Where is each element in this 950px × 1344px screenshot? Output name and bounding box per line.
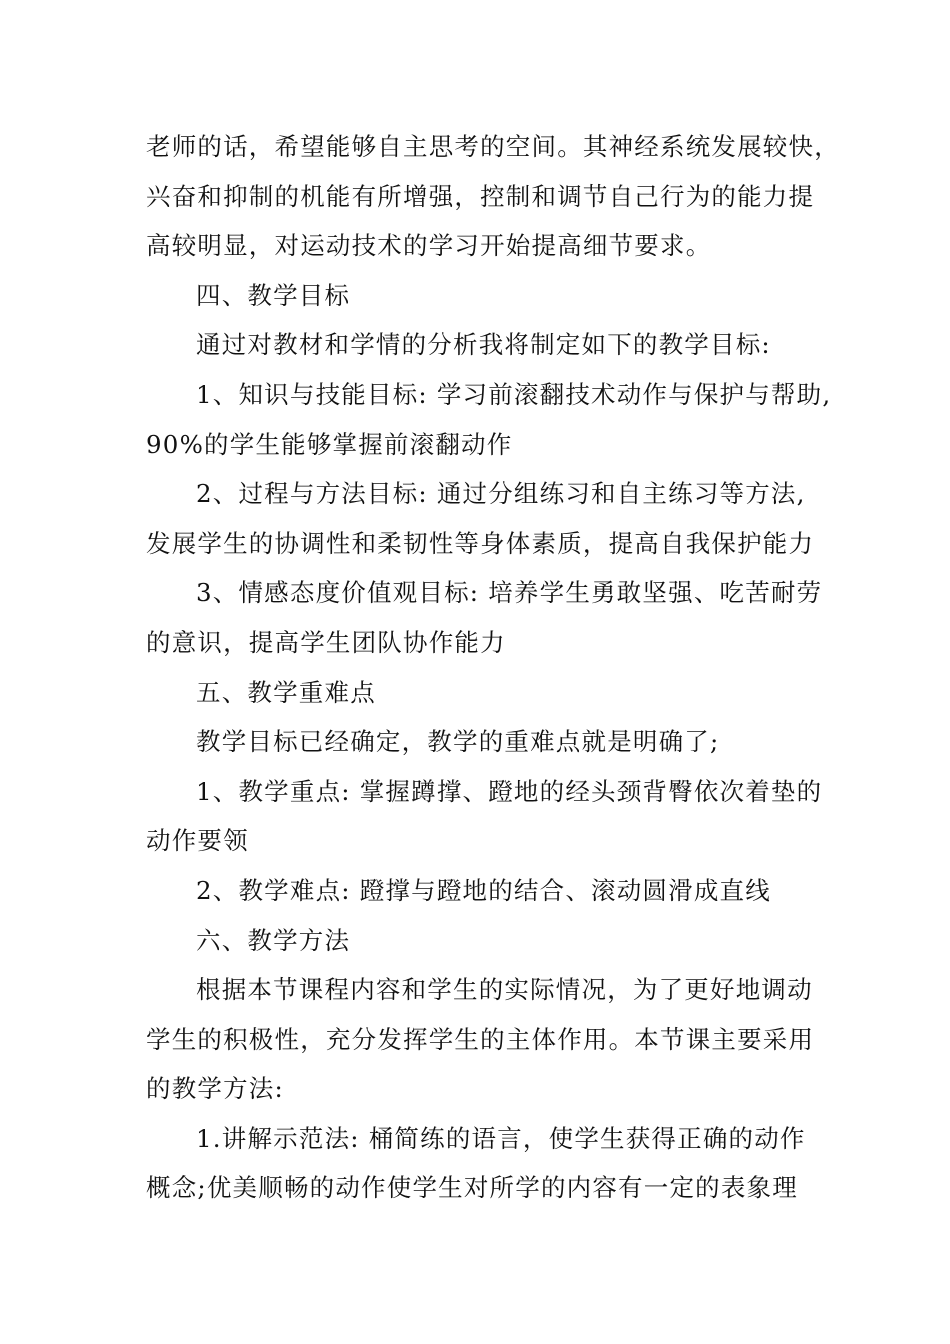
text-line: 教学目标已经确定，教学的重难点就是明确了; xyxy=(196,727,720,757)
text-line: 的教学方法: xyxy=(146,1074,284,1104)
text-line: 发展学生的协调性和柔韧性等身体素质，提高自我保护能力 xyxy=(146,528,815,558)
text-line: 学生的积极性，充分发挥学生的主体作用。本节课主要采用 xyxy=(146,1024,815,1054)
section-heading: 五、教学重难点 xyxy=(196,677,376,707)
text-line: 2、过程与方法目标: 通过分组练习和自主练习等方法, xyxy=(196,479,806,509)
text-line: 根据本节课程内容和学生的实际情况，为了更好地调动 xyxy=(196,975,813,1005)
text-line: 通过对教材和学情的分析我将制定如下的教学目标: xyxy=(196,330,771,360)
text-line: 高较明显，对运动技术的学习开始提高细节要求。 xyxy=(146,231,712,261)
section-heading: 六、教学方法 xyxy=(196,925,351,955)
text-line: 动作要领 xyxy=(146,826,249,856)
text-line: 2、教学难点: 蹬撑与蹬地的结合、滚动圆滑成直线 xyxy=(196,875,771,905)
text-line: 3、情感态度价值观目标: 培养学生勇敢坚强、吃苦耐劳 xyxy=(196,578,823,608)
text-line: 1.讲解示范法: 桶简练的语言，使学生获得正确的动作 xyxy=(196,1123,806,1153)
text-line: 兴奋和抑制的机能有所增强，控制和调节自己行为的能力提 xyxy=(146,181,815,211)
text-line: 老师的话，希望能够自主思考的空间。其神经系统发展较快， xyxy=(146,132,840,161)
document-body xyxy=(146,122,840,1213)
text-line: 的意识，提高学生团队协作能力 xyxy=(146,627,506,657)
text-line: 1、教学重点: 掌握蹲撑、蹬地的经头颈背臀依次着垫的 xyxy=(196,776,823,806)
text-line: 90%的学生能够掌握前滚翻动作 xyxy=(146,429,513,459)
section-heading: 四、教学目标 xyxy=(196,280,351,310)
text-line: 1、知识与技能目标: 学习前滚翻技术动作与保护与帮助, xyxy=(196,379,832,409)
text-line: 概念;优美顺畅的动作使学生对所学的内容有一定的表象理 xyxy=(146,1173,798,1203)
